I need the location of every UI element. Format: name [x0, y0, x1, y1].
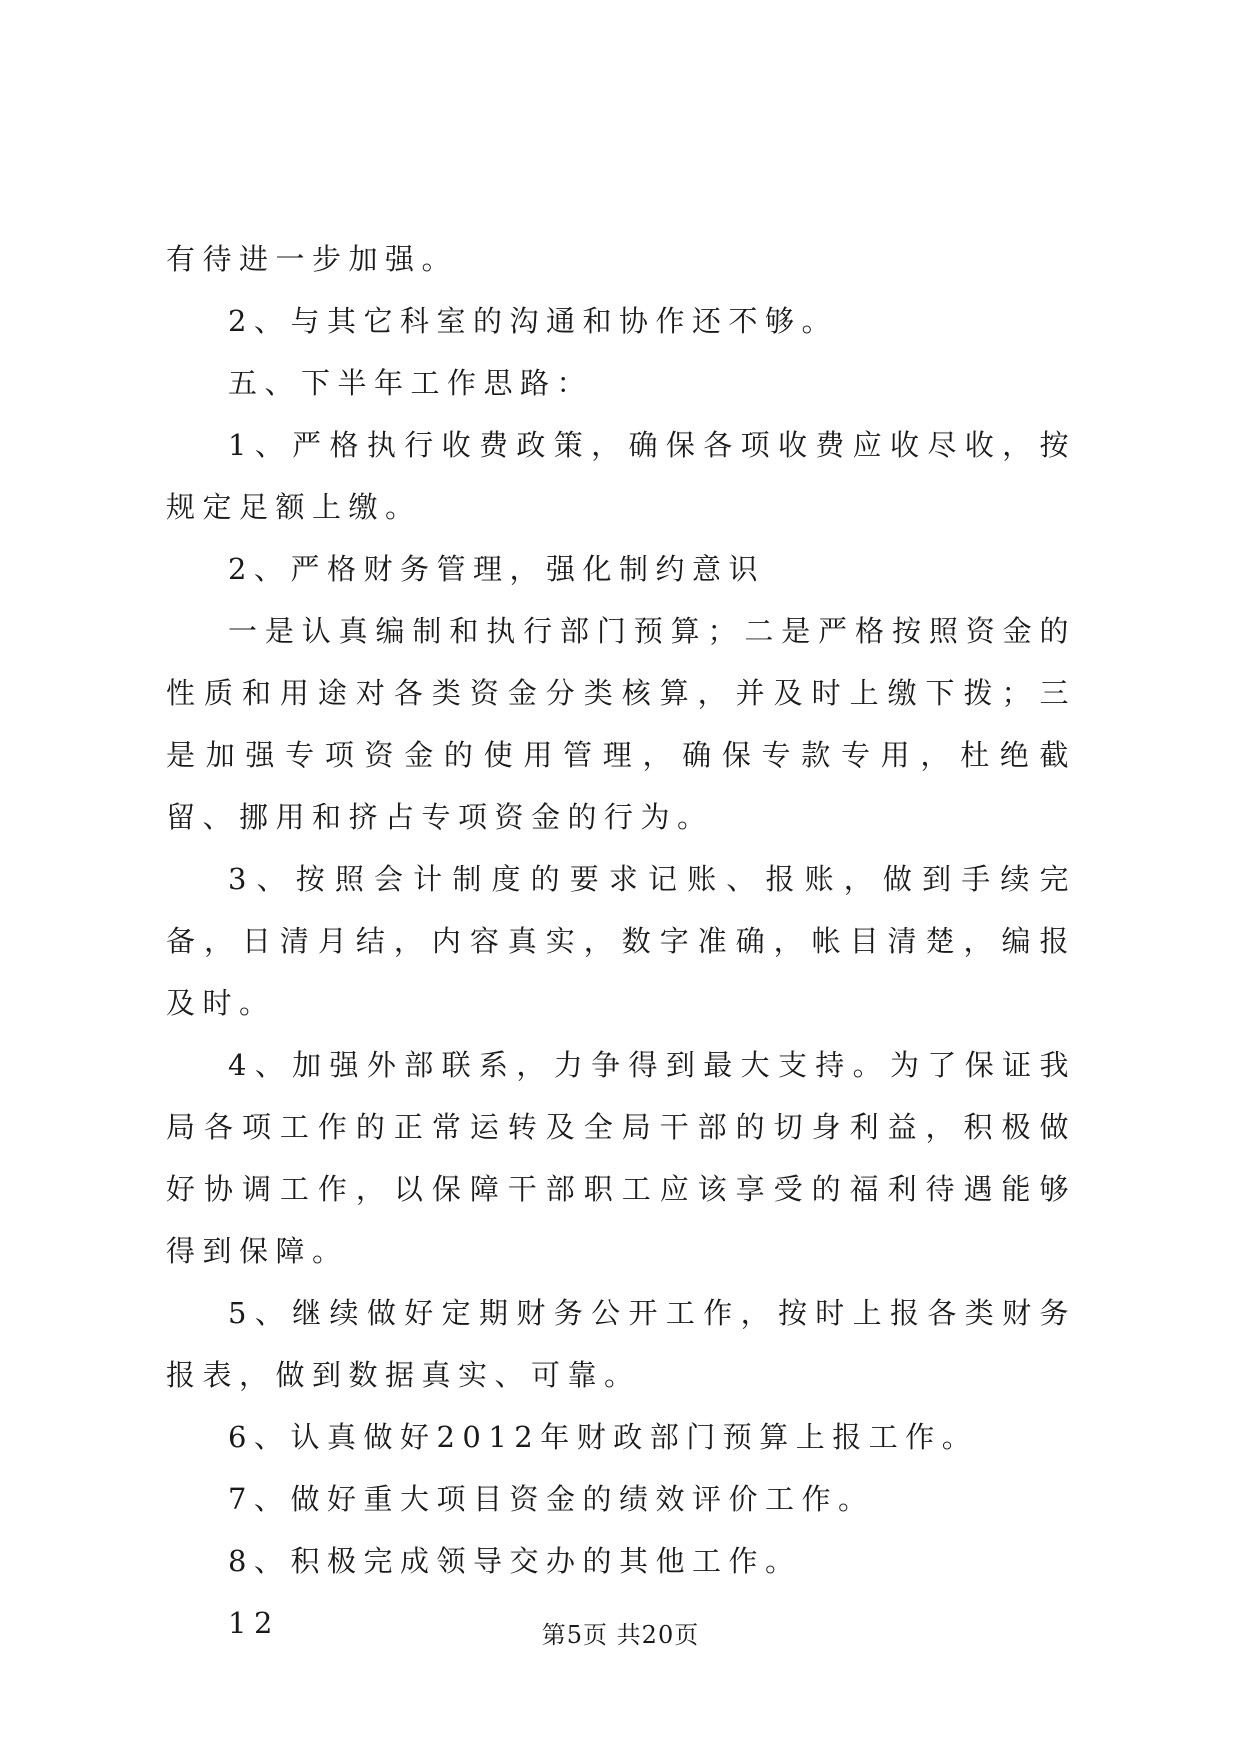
paragraph: 2、与其它科室的沟通和协作还不够。 — [228, 304, 838, 338]
paragraph: 2、严格财务管理，强化制约意识 — [228, 552, 765, 586]
paragraph: 7、做好重大项目资金的绩效评价工作。 — [228, 1482, 875, 1516]
paragraph: 6、认真做好2012年财政部门预算上报工作。 — [228, 1420, 979, 1454]
paragraph: 4、加强外部联系，力争得到最大支持。为了保证我局各项工作的正常运转及全局干部的切身利益，积极做好协调工作，以保障干部职工应该享受的福利待遇能够得到保障。 — [166, 1048, 1076, 1268]
paragraph: 12 — [228, 1606, 280, 1640]
page-number-footer: 第5页 共20页 — [541, 1621, 700, 1649]
paragraph: 5、继续做好定期财务公开工作，按时上报各类财务报表，做到数据真实、可靠。 — [166, 1296, 1076, 1392]
paragraph: 一是认真编制和执行部门预算；二是严格按照资金的性质和用途对各类资金分类核算，并及时上缴下拨；三是加强专项资金的使用管理，确保专款专用，杜绝截留、挪用和挤占专项资金的行为。 — [166, 614, 1076, 834]
section-heading: 五、下半年工作思路： — [228, 366, 594, 400]
document-body — [166, 228, 1076, 1654]
paragraph: 有待进一步加强。 — [166, 242, 459, 276]
paragraph: 3、按照会计制度的要求记账、报账，做到手续完备，日清月结，内容真实，数字准确，帐目清楚，编报及时。 — [166, 862, 1076, 1020]
paragraph: 1、严格执行收费政策，确保各项收费应收尽收，按规定足额上缴。 — [166, 428, 1076, 524]
paragraph: 8、积极完成领导交办的其他工作。 — [228, 1544, 802, 1578]
